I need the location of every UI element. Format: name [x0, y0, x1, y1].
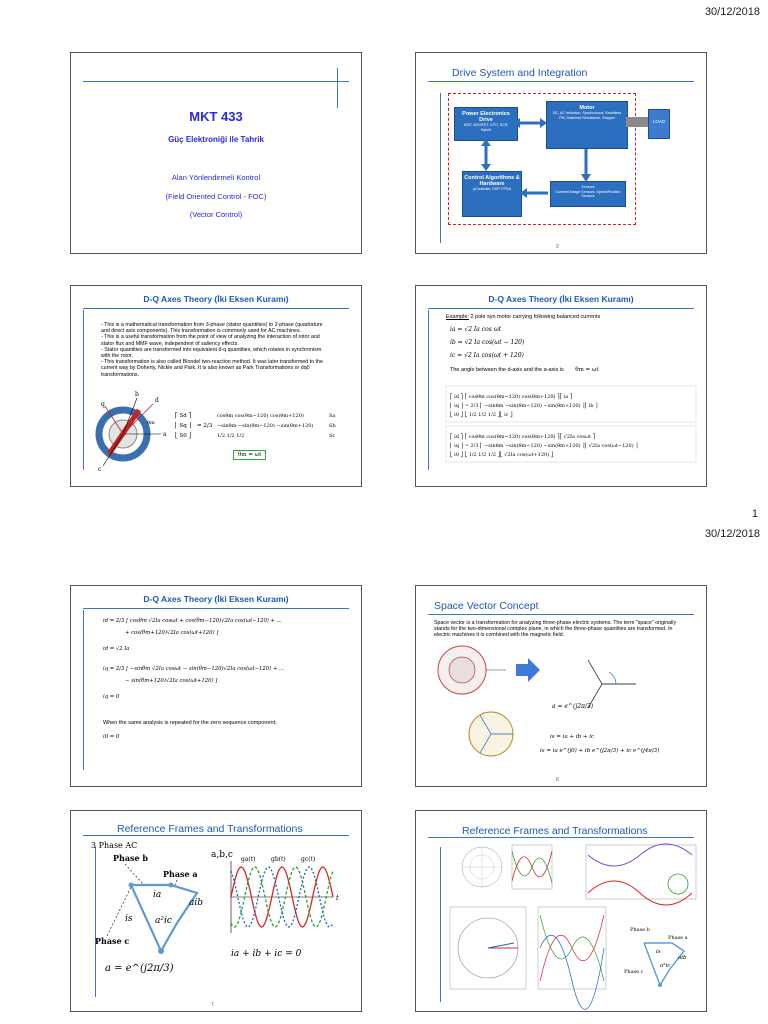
eq-id-expanded: id = 2/3 [ cosθm √2Ia cosωt + cos(θm−120)√2Ia cos(ωt−120) + ...	[103, 618, 282, 624]
eq-is-sum: is = ia + ib + ic	[550, 734, 595, 740]
sd-vector: ⎡ Sd ⎤	[175, 413, 192, 419]
polar-plot	[462, 847, 502, 887]
eq-id-result: id = √2 Ia	[103, 646, 130, 652]
label-q: q	[101, 401, 105, 408]
arrow-right	[516, 658, 540, 682]
transformation-matrices	[416, 286, 706, 486]
slide-footer: 7	[211, 1002, 214, 1008]
slide-reference-frames-1	[70, 810, 362, 1012]
mini-phasor-triangle	[624, 927, 688, 987]
vec-a2ic: a²ic	[660, 963, 671, 969]
divider-vline	[337, 68, 338, 108]
phasor-triangle-diagram	[71, 811, 361, 1011]
topic-line-1: Alan Yönlendirmeli Kontrol	[171, 173, 261, 182]
slide-title: Reference Frames and Transformations	[117, 823, 303, 835]
divider-vline	[83, 610, 84, 770]
slide-title: Space Vector Concept	[434, 600, 539, 612]
label-a: a	[163, 431, 167, 438]
wave-label-gc: gc(t)	[301, 856, 316, 863]
vec-is: is	[125, 914, 133, 924]
page-date-top: 30/12/2018	[704, 6, 760, 18]
machine-rotor	[449, 657, 475, 683]
slide-footer: 6	[556, 777, 559, 783]
eq-iq-expanded: iq = 2/3 [ −sinθm √2Ia cosωt − sin(θm−120)√2Ia cos(ωt−120) + ...	[103, 666, 285, 672]
slide-dq-theory-2	[415, 285, 707, 487]
simulation-plots	[416, 811, 706, 1011]
slide-footer: 2	[556, 244, 559, 250]
eq-sum-zero: ia + ib + ic = 0	[231, 949, 302, 959]
ctrl-sub: µController, DSP, FPGA	[472, 187, 512, 191]
topic-line-2: (Field Oriented Control - FOC)	[165, 192, 267, 201]
slide-title-mkt433	[70, 52, 362, 254]
eq-ia: ia = √2 Ia cos ωt	[450, 326, 502, 333]
sensor-sub: Current/Voltage Sensors, Speed/Position Sensors	[555, 189, 621, 198]
bullet-1: - This is a mathematical transformation from 3-phase (stator quantities) to 2-phase (quadrature and direct axis components). This transformation is commonly used for AC machines.	[101, 322, 323, 335]
m2-row3: ⎣ i0 ⎦ ⎣ 1/2 1/2 1/2 ⎦⎣ √2Ia cos(ωt+120) ⎦	[450, 452, 554, 458]
slide-title: D-Q Axes Theory (İki Eksen Kuramı)	[143, 594, 289, 604]
dq-axes-diagram	[71, 286, 361, 486]
label-b: b	[135, 391, 139, 398]
topic-line-3: (Vector Control)	[189, 210, 243, 219]
course-name: Güç Elektroniği ile Tahrik	[168, 135, 264, 144]
waveform-plot-2	[586, 845, 696, 899]
eq-ic: ic = √2 Ia cos(ωt + 120)	[450, 352, 524, 359]
slide-reference-frames-2	[415, 810, 707, 1012]
theta-equation-box: θm = ωt	[233, 450, 266, 460]
example-text: 2 pole syn motor carrying following balanced currents	[470, 314, 601, 320]
label-t: t	[336, 894, 339, 902]
m1-row1: ⎡ id ⎤ ⎡ cosθm cos(θm−120) cos(θm+120) ⎤⎡ ia ⎤	[450, 394, 573, 400]
matrix-row-2: −sinθm −sin(θm−120) −sin(θm+120)	[217, 423, 314, 429]
label-phase-c: Phase c	[624, 969, 644, 975]
slide-title: Drive System and Integration	[452, 67, 588, 79]
wave-label-ga: ga(t)	[241, 856, 256, 863]
wave-label-gb: gb(t)	[271, 856, 286, 863]
slide-space-vector	[415, 585, 707, 787]
vec-is: is	[656, 949, 661, 955]
label-d: d	[155, 397, 159, 404]
ctrl-title: Control Algorithms & Hardware	[464, 175, 520, 187]
ped-sub: IGBT, MOSFET, GTO, SCR, Hybrid	[463, 123, 509, 132]
m1-row2: ⎢ iq ⎥ = 2/3 ⎢ −sinθm −sin(θm−120) −sin(θm+120) ⎥⎢ ib ⎥	[450, 403, 598, 409]
label-phase-b: Phase b	[113, 853, 148, 863]
zero-seq-note: When the same analysis is repeated for the zero sequence component;	[103, 720, 277, 726]
sensor-title: Sensors	[581, 185, 595, 189]
motor-sub: DC, AC Induction, Synchronous, Brushless PM, Switched Reluctance, Stepper	[552, 111, 622, 120]
phasor-diagram	[588, 660, 636, 708]
bullet-2: - This is a useful transformation from the point of view of analyzing the interaction of rotor and stator flux and MMF wave, independent of saliency effects.	[101, 334, 320, 347]
intro-text: Space vector is a transformation for analyzing three-phase electric systems. The term "space" originally stands for the two-dimensional complex plane, in which the three-phase quantities are transformed. In electric machines it is combined with the magnetic field.	[434, 620, 677, 639]
eq-id-expanded-cont: + cos(θm+120)√2Ia cos(ωt+120) ]	[125, 630, 219, 636]
eq-iq-expanded-cont: − sin(θm+120)√2Ia cos(ωt+120) ]	[125, 678, 218, 684]
example-label: Example:	[446, 314, 469, 320]
label-theta: θm	[147, 420, 155, 426]
label-3-phase-ac: 3 Phase AC	[91, 841, 138, 850]
vec-ia: ia	[153, 890, 162, 900]
matrix-row-1: cosθm cos(θm−120) cos(θm+120)	[217, 413, 304, 419]
slide-title: D-Q Axes Theory (İki Eksen Kuramı)	[143, 294, 289, 304]
eq-a-operator: a = e^(j2π/3)	[552, 703, 594, 710]
slide-drive-system	[415, 52, 707, 254]
space-vector-diagram	[416, 586, 706, 786]
s0-vector: ⎣ S0 ⎦	[175, 433, 192, 439]
m1-row3: ⎣ i0 ⎦ ⎣ 1/2 1/2 1/2 ⎦⎣ ic ⎦	[450, 412, 513, 418]
m2-row2: ⎢ iq ⎥ = 2/3 ⎢ −sinθm −sin(θm−120) −sin(θm+120) ⎥⎢ √2Ia cos(ωt−120) ⎥	[450, 443, 638, 449]
bullet-3: - Stator quantities are transformed into equivalent d-q quantities, which rotates in synchronism with the rotor.	[101, 346, 322, 360]
sa-vector: Sa	[329, 413, 336, 419]
sq-vector: ⎢ Sq ⎥	[175, 423, 192, 429]
label-phase-a: Phase a	[668, 935, 688, 941]
eq-i0-result: i0 = 0	[103, 734, 120, 740]
sc-vector: Sc	[329, 433, 336, 439]
bullet-4: - This transformation is also called Blondel two-reaction method. It was later transformed to the current way by Doherty, Nickle and Park. It is also known as Park Transformations or dq0 transformations.	[101, 359, 323, 378]
eq-a-operator: a = e^(j2π/3)	[105, 963, 174, 974]
slide-title: D-Q Axes Theory (İki Eksen Kuramı)	[488, 294, 634, 304]
label-phase-c: Phase c	[95, 936, 130, 946]
slide-dq-theory-1	[70, 285, 362, 487]
m2-row1: ⎡ id ⎤ ⎡ cosθm cos(θm−120) cos(θm+120) ⎤⎡ √2Ia cosωt ⎤	[450, 434, 596, 440]
sb-vector: Sb	[329, 423, 336, 429]
eq-ib: ib = √2 Ia cos(ωt − 120)	[450, 339, 525, 346]
label-phase-a: Phase a	[163, 869, 198, 879]
page-number: 1	[751, 508, 758, 520]
page-date-bottom: 30/12/2018	[704, 528, 760, 540]
motor-title: Motor	[579, 105, 595, 111]
label-phase-b: Phase b	[630, 927, 650, 933]
eq-is-exp: is = ia e^(j0) + ib e^(j2π/3) + ic e^(j4π/3)	[540, 748, 660, 754]
shaft	[626, 117, 648, 127]
angle-text: The angle between the d-axis and the a-axis is	[450, 367, 564, 373]
load-label: LOAD	[652, 119, 666, 124]
angle-eq: θm = ωt	[575, 367, 599, 373]
slide-dq-theory-3	[70, 585, 362, 787]
eq-iq-result: iq = 0	[103, 694, 120, 700]
label-c: c	[98, 466, 102, 473]
divider-line	[83, 81, 349, 82]
matrix-row-3: 1/2 1/2 1/2	[217, 433, 245, 439]
course-code: MKT 433	[189, 109, 243, 124]
ped-title: Power Electronics Drive	[462, 111, 510, 123]
slide-title: Reference Frames and Transformations	[462, 825, 648, 837]
vec-aib: aib	[678, 955, 687, 961]
vec-a2ic: a²ic	[155, 916, 172, 926]
vec-aib: aib	[189, 898, 204, 908]
eq-sign: = 2/3	[197, 423, 213, 429]
divider-line	[83, 608, 349, 609]
label-abc: a,b,c	[211, 850, 233, 860]
arrows-overlay	[416, 53, 706, 253]
